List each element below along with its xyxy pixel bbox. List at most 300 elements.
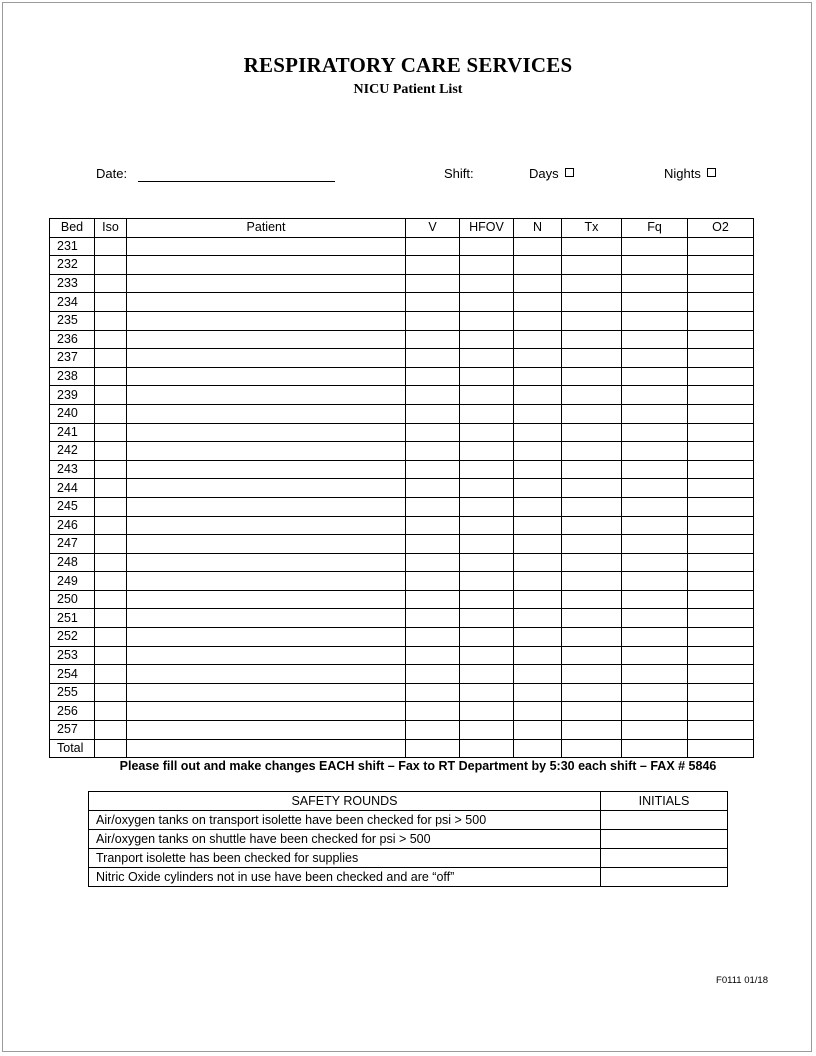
entry-cell[interactable] <box>562 349 622 368</box>
entry-cell[interactable] <box>514 683 562 702</box>
bed-number: 231 <box>50 237 95 256</box>
bed-number: 233 <box>50 274 95 293</box>
entry-cell[interactable] <box>562 497 622 516</box>
entry-cell[interactable] <box>95 572 127 591</box>
entry-cell[interactable] <box>460 349 514 368</box>
entry-cell[interactable] <box>460 237 514 256</box>
entry-cell[interactable] <box>460 497 514 516</box>
entry-cell[interactable] <box>95 609 127 628</box>
entry-cell[interactable] <box>688 442 754 461</box>
entry-cell[interactable] <box>95 442 127 461</box>
bed-number: 238 <box>50 367 95 386</box>
entry-cell[interactable] <box>460 404 514 423</box>
bed-number: 244 <box>50 479 95 498</box>
entry-cell[interactable] <box>127 721 406 740</box>
entry-cell[interactable] <box>406 311 460 330</box>
entry-cell[interactable] <box>95 460 127 479</box>
entry-cell[interactable] <box>562 702 622 721</box>
entry-cell[interactable] <box>622 572 688 591</box>
table-row <box>50 349 754 368</box>
entry-cell[interactable] <box>406 274 460 293</box>
entry-cell[interactable] <box>562 609 622 628</box>
entry-cell[interactable] <box>514 330 562 349</box>
entry-cell[interactable] <box>127 460 406 479</box>
table-row <box>50 330 754 349</box>
entry-cell[interactable] <box>460 702 514 721</box>
entry-cell[interactable] <box>95 739 127 758</box>
entry-cell[interactable] <box>95 665 127 684</box>
entry-cell[interactable] <box>127 553 406 572</box>
entry-cell[interactable] <box>562 646 622 665</box>
entry-cell[interactable] <box>460 590 514 609</box>
entry-cell[interactable] <box>95 423 127 442</box>
entry-cell[interactable] <box>127 367 406 386</box>
entry-cell[interactable] <box>514 665 562 684</box>
entry-cell[interactable] <box>622 311 688 330</box>
entry-cell[interactable] <box>406 572 460 591</box>
entry-cell[interactable] <box>127 386 406 405</box>
bed-number: 241 <box>50 423 95 442</box>
entry-cell[interactable] <box>460 479 514 498</box>
entry-cell[interactable] <box>622 293 688 312</box>
entry-cell[interactable] <box>127 702 406 721</box>
entry-cell[interactable] <box>688 330 754 349</box>
entry-cell[interactable] <box>562 330 622 349</box>
entry-cell[interactable] <box>622 535 688 554</box>
entry-cell[interactable] <box>406 256 460 275</box>
page-title: RESPIRATORY CARE SERVICES <box>243 53 573 77</box>
entry-cell[interactable] <box>127 665 406 684</box>
entry-cell[interactable] <box>562 293 622 312</box>
entry-cell[interactable] <box>514 423 562 442</box>
entry-cell[interactable] <box>688 553 754 572</box>
entry-cell[interactable] <box>406 609 460 628</box>
entry-cell[interactable] <box>406 683 460 702</box>
entry-cell[interactable] <box>688 628 754 647</box>
entry-cell[interactable] <box>688 646 754 665</box>
entry-cell[interactable] <box>514 442 562 461</box>
bed-number: 253 <box>50 646 95 665</box>
entry-cell[interactable] <box>127 683 406 702</box>
entry-cell[interactable] <box>688 665 754 684</box>
entry-cell[interactable] <box>514 590 562 609</box>
entry-cell[interactable] <box>514 479 562 498</box>
days-label: Days <box>529 166 559 181</box>
entry-cell[interactable] <box>688 311 754 330</box>
bed-number: 256 <box>50 702 95 721</box>
entry-cell[interactable] <box>562 683 622 702</box>
nights-checkbox[interactable] <box>707 168 716 177</box>
entry-cell[interactable] <box>460 628 514 647</box>
entry-cell[interactable] <box>514 646 562 665</box>
entry-cell[interactable] <box>562 256 622 275</box>
entry-cell[interactable] <box>406 665 460 684</box>
entry-cell[interactable] <box>95 646 127 665</box>
table-row <box>50 590 754 609</box>
table-row <box>50 497 754 516</box>
entry-cell[interactable] <box>514 702 562 721</box>
bed-number: 235 <box>50 311 95 330</box>
entry-cell[interactable] <box>127 293 406 312</box>
safety-rounds-header: SAFETY ROUNDS <box>89 792 601 811</box>
bed-number: 251 <box>50 609 95 628</box>
column-header: Patient <box>127 219 406 238</box>
entry-cell[interactable] <box>622 479 688 498</box>
entry-cell[interactable] <box>460 572 514 591</box>
entry-cell[interactable] <box>562 479 622 498</box>
entry-cell[interactable] <box>95 702 127 721</box>
entry-cell[interactable] <box>127 497 406 516</box>
entry-cell[interactable] <box>127 311 406 330</box>
entry-cell[interactable] <box>562 665 622 684</box>
entry-cell[interactable] <box>622 665 688 684</box>
entry-cell[interactable] <box>95 274 127 293</box>
entry-cell[interactable] <box>406 460 460 479</box>
entry-cell[interactable] <box>514 516 562 535</box>
bed-number: 245 <box>50 497 95 516</box>
bed-number: 248 <box>50 553 95 572</box>
entry-cell[interactable] <box>127 739 406 758</box>
table-row <box>50 609 754 628</box>
entry-cell[interactable] <box>95 256 127 275</box>
entry-cell[interactable] <box>406 404 460 423</box>
entry-cell[interactable] <box>688 256 754 275</box>
entry-cell[interactable] <box>622 646 688 665</box>
entry-cell[interactable] <box>514 721 562 740</box>
bed-number: 239 <box>50 386 95 405</box>
entry-cell[interactable] <box>406 349 460 368</box>
entry-cell[interactable] <box>406 516 460 535</box>
total-label: Total <box>50 739 95 758</box>
entry-cell[interactable] <box>622 423 688 442</box>
table-row <box>50 256 754 275</box>
entry-cell[interactable] <box>562 237 622 256</box>
entry-cell[interactable] <box>688 479 754 498</box>
table-row <box>50 367 754 386</box>
entry-cell[interactable] <box>514 460 562 479</box>
entry-cell[interactable] <box>95 479 127 498</box>
safety-header-row <box>89 792 728 811</box>
entry-cell[interactable] <box>460 330 514 349</box>
entry-cell[interactable] <box>622 497 688 516</box>
entry-cell[interactable] <box>562 423 622 442</box>
entry-cell[interactable] <box>688 739 754 758</box>
entry-cell[interactable] <box>514 256 562 275</box>
form-code: F0111 01/18 <box>716 975 768 986</box>
entry-cell[interactable] <box>688 572 754 591</box>
entry-cell[interactable] <box>406 237 460 256</box>
entry-cell[interactable] <box>688 404 754 423</box>
safety-row <box>89 830 728 849</box>
entry-cell[interactable] <box>95 628 127 647</box>
initials-cell[interactable] <box>601 868 728 887</box>
bed-number: 242 <box>50 442 95 461</box>
entry-cell[interactable] <box>460 665 514 684</box>
entry-cell[interactable] <box>95 497 127 516</box>
table-row <box>50 628 754 647</box>
entry-cell[interactable] <box>127 349 406 368</box>
entry-cell[interactable] <box>514 311 562 330</box>
bed-number: 255 <box>50 683 95 702</box>
bed-number: 234 <box>50 293 95 312</box>
entry-cell[interactable] <box>406 497 460 516</box>
entry-cell[interactable] <box>127 274 406 293</box>
initials-cell[interactable] <box>601 811 728 830</box>
entry-cell[interactable] <box>95 721 127 740</box>
initials-cell[interactable] <box>601 849 728 868</box>
entry-cell[interactable] <box>95 516 127 535</box>
entry-cell[interactable] <box>622 702 688 721</box>
nights-option[interactable] <box>664 166 716 181</box>
bed-number: 247 <box>50 535 95 554</box>
entry-cell[interactable] <box>622 386 688 405</box>
date-field[interactable] <box>138 181 335 182</box>
entry-cell[interactable] <box>562 442 622 461</box>
entry-cell[interactable] <box>460 274 514 293</box>
entry-cell[interactable] <box>622 237 688 256</box>
patient-table <box>49 218 754 758</box>
table-row <box>50 665 754 684</box>
entry-cell[interactable] <box>562 739 622 758</box>
entry-cell[interactable] <box>95 553 127 572</box>
entry-cell[interactable] <box>688 497 754 516</box>
entry-cell[interactable] <box>127 237 406 256</box>
entry-cell[interactable] <box>127 590 406 609</box>
table-row <box>50 721 754 740</box>
column-header: Bed <box>50 219 95 238</box>
table-row <box>50 423 754 442</box>
entry-cell[interactable] <box>127 646 406 665</box>
entry-cell[interactable] <box>622 516 688 535</box>
entry-cell[interactable] <box>688 516 754 535</box>
entry-cell[interactable] <box>460 460 514 479</box>
entry-cell[interactable] <box>688 293 754 312</box>
entry-cell[interactable] <box>460 256 514 275</box>
entry-cell[interactable] <box>562 590 622 609</box>
entry-cell[interactable] <box>562 553 622 572</box>
entry-cell[interactable] <box>514 349 562 368</box>
entry-cell[interactable] <box>95 367 127 386</box>
entry-cell[interactable] <box>95 386 127 405</box>
entry-cell[interactable] <box>622 367 688 386</box>
table-row <box>50 572 754 591</box>
entry-cell[interactable] <box>514 535 562 554</box>
entry-cell[interactable] <box>95 590 127 609</box>
entry-cell[interactable] <box>514 404 562 423</box>
entry-cell[interactable] <box>688 590 754 609</box>
entry-cell[interactable] <box>688 702 754 721</box>
entry-cell[interactable] <box>406 739 460 758</box>
entry-cell[interactable] <box>622 628 688 647</box>
table-row <box>50 386 754 405</box>
days-option[interactable] <box>529 166 574 181</box>
entry-cell[interactable] <box>514 367 562 386</box>
entry-cell[interactable] <box>127 572 406 591</box>
entry-cell[interactable] <box>514 497 562 516</box>
entry-cell[interactable] <box>514 293 562 312</box>
table-row <box>50 516 754 535</box>
entry-cell[interactable] <box>460 683 514 702</box>
entry-cell[interactable] <box>688 460 754 479</box>
bed-number: 249 <box>50 572 95 591</box>
column-header: Tx <box>562 219 622 238</box>
entry-cell[interactable] <box>514 386 562 405</box>
entry-cell[interactable] <box>95 535 127 554</box>
entry-cell[interactable] <box>514 739 562 758</box>
entry-cell[interactable] <box>562 386 622 405</box>
entry-cell[interactable] <box>460 609 514 628</box>
entry-cell[interactable] <box>95 404 127 423</box>
entry-cell[interactable] <box>460 646 514 665</box>
entry-cell[interactable] <box>622 739 688 758</box>
safety-row <box>89 868 728 887</box>
safety-row <box>89 811 728 830</box>
entry-cell[interactable] <box>406 553 460 572</box>
entry-cell[interactable] <box>95 311 127 330</box>
entry-cell[interactable] <box>406 628 460 647</box>
entry-cell[interactable] <box>406 423 460 442</box>
entry-cell[interactable] <box>406 479 460 498</box>
entry-cell[interactable] <box>127 609 406 628</box>
entry-cell[interactable] <box>622 590 688 609</box>
entry-cell[interactable] <box>406 721 460 740</box>
entry-cell[interactable] <box>688 367 754 386</box>
entry-cell[interactable] <box>127 404 406 423</box>
safety-item: Air/oxygen tanks on transport isolette have been checked for psi > 500 <box>89 811 601 830</box>
entry-cell[interactable] <box>95 330 127 349</box>
entry-cell[interactable] <box>406 330 460 349</box>
entry-cell[interactable] <box>688 609 754 628</box>
entry-cell[interactable] <box>406 442 460 461</box>
safety-item: Nitric Oxide cylinders not in use have been checked and are “off” <box>89 868 601 887</box>
entry-cell[interactable] <box>95 293 127 312</box>
entry-cell[interactable] <box>460 721 514 740</box>
entry-cell[interactable] <box>562 367 622 386</box>
entry-cell[interactable] <box>562 535 622 554</box>
bed-number: 246 <box>50 516 95 535</box>
entry-cell[interactable] <box>514 628 562 647</box>
entry-cell[interactable] <box>406 646 460 665</box>
entry-cell[interactable] <box>406 590 460 609</box>
entry-cell[interactable] <box>460 553 514 572</box>
entry-cell[interactable] <box>562 572 622 591</box>
entry-cell[interactable] <box>127 442 406 461</box>
entry-cell[interactable] <box>562 274 622 293</box>
entry-cell[interactable] <box>514 237 562 256</box>
entry-cell[interactable] <box>622 349 688 368</box>
entry-cell[interactable] <box>406 702 460 721</box>
entry-cell[interactable] <box>622 274 688 293</box>
entry-cell[interactable] <box>95 683 127 702</box>
column-header: V <box>406 219 460 238</box>
entry-cell[interactable] <box>688 349 754 368</box>
entry-cell[interactable] <box>622 553 688 572</box>
bed-number: 240 <box>50 404 95 423</box>
entry-cell[interactable] <box>688 386 754 405</box>
entry-cell[interactable] <box>562 628 622 647</box>
table-row <box>50 683 754 702</box>
entry-cell[interactable] <box>688 274 754 293</box>
entry-cell[interactable] <box>622 609 688 628</box>
entry-cell[interactable] <box>127 479 406 498</box>
entry-cell[interactable] <box>406 535 460 554</box>
bed-number: 252 <box>50 628 95 647</box>
entry-cell[interactable] <box>688 535 754 554</box>
entry-cell[interactable] <box>622 683 688 702</box>
column-header: HFOV <box>460 219 514 238</box>
entry-cell[interactable] <box>95 237 127 256</box>
table-row <box>50 311 754 330</box>
entry-cell[interactable] <box>406 367 460 386</box>
entry-cell[interactable] <box>127 535 406 554</box>
column-header: O2 <box>688 219 754 238</box>
entry-cell[interactable] <box>622 330 688 349</box>
entry-cell[interactable] <box>460 739 514 758</box>
table-row <box>50 442 754 461</box>
nights-label: Nights <box>664 166 701 181</box>
entry-cell[interactable] <box>622 256 688 275</box>
page-subtitle: NICU Patient List <box>353 82 463 97</box>
entry-cell[interactable] <box>514 274 562 293</box>
bed-number: 232 <box>50 256 95 275</box>
entry-cell[interactable] <box>460 423 514 442</box>
entry-cell[interactable] <box>460 535 514 554</box>
entry-cell[interactable] <box>460 293 514 312</box>
entry-cell[interactable] <box>127 423 406 442</box>
entry-cell[interactable] <box>562 404 622 423</box>
entry-cell[interactable] <box>127 516 406 535</box>
entry-cell[interactable] <box>406 386 460 405</box>
entry-cell[interactable] <box>460 311 514 330</box>
entry-cell[interactable] <box>127 256 406 275</box>
entry-cell[interactable] <box>514 609 562 628</box>
table-row <box>50 293 754 312</box>
entry-cell[interactable] <box>562 460 622 479</box>
entry-cell[interactable] <box>688 423 754 442</box>
entry-cell[interactable] <box>688 237 754 256</box>
entry-cell[interactable] <box>562 311 622 330</box>
entry-cell[interactable] <box>562 721 622 740</box>
entry-cell[interactable] <box>95 349 127 368</box>
bed-number: 254 <box>50 665 95 684</box>
entry-cell[interactable] <box>460 516 514 535</box>
initials-header: INITIALS <box>601 792 728 811</box>
column-header: N <box>514 219 562 238</box>
entry-cell[interactable] <box>460 386 514 405</box>
entry-cell[interactable] <box>127 628 406 647</box>
entry-cell[interactable] <box>127 330 406 349</box>
safety-row <box>89 849 728 868</box>
bed-number: 250 <box>50 590 95 609</box>
entry-cell[interactable] <box>460 442 514 461</box>
entry-cell[interactable] <box>622 460 688 479</box>
entry-cell[interactable] <box>562 516 622 535</box>
entry-cell[interactable] <box>406 293 460 312</box>
entry-cell[interactable] <box>460 367 514 386</box>
entry-cell[interactable] <box>622 442 688 461</box>
entry-cell[interactable] <box>514 553 562 572</box>
entry-cell[interactable] <box>514 572 562 591</box>
entry-cell[interactable] <box>688 683 754 702</box>
initials-cell[interactable] <box>601 830 728 849</box>
table-row <box>50 460 754 479</box>
days-checkbox[interactable] <box>565 168 574 177</box>
entry-cell[interactable] <box>622 721 688 740</box>
column-header: Iso <box>95 219 127 238</box>
bed-number: 237 <box>50 349 95 368</box>
entry-cell[interactable] <box>622 404 688 423</box>
entry-cell[interactable] <box>688 721 754 740</box>
